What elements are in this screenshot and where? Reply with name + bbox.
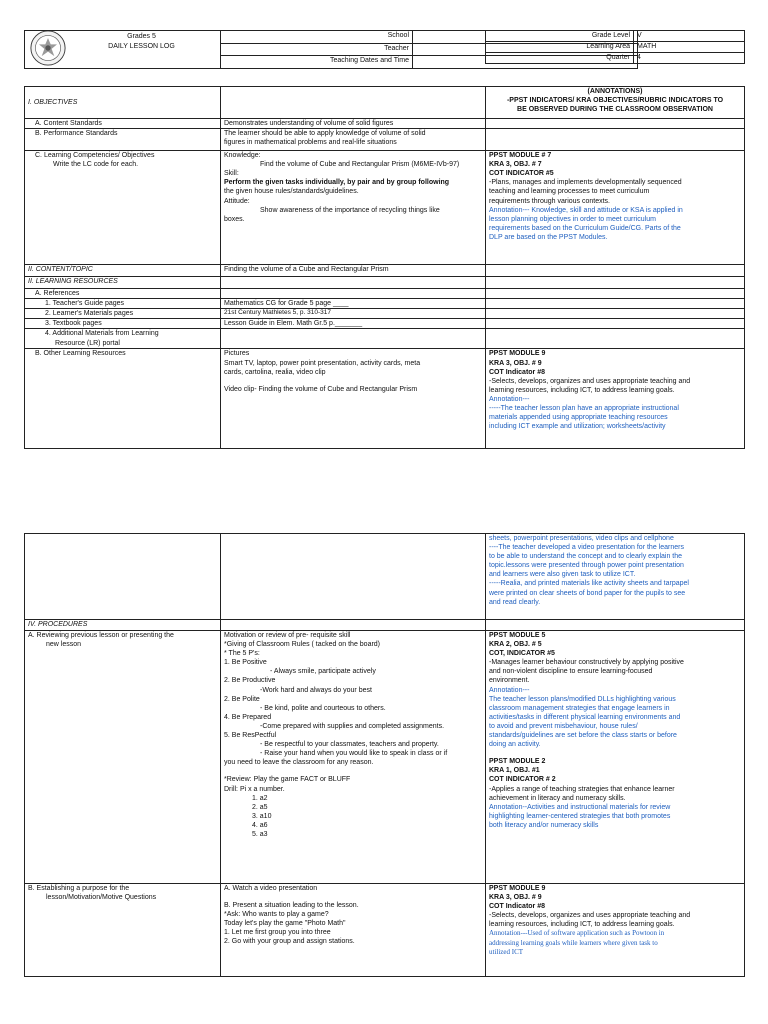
lesson-table-page2 xyxy=(24,533,745,977)
learning-area-label: Learning Area xyxy=(486,42,634,53)
teacher-label: Teacher xyxy=(221,43,413,56)
lesson-table-page1 xyxy=(24,86,745,449)
performance-standards-value: The learner should be able to apply knowledge of volume of solid figures in mathematical problems and real-life situations xyxy=(221,129,486,151)
teachers-guide-label: 1. Teacher's Guide pages xyxy=(25,299,221,309)
establishing-purpose-label: B. Establishing a purpose for the lesson/Motivation/Motive Questions xyxy=(25,884,221,977)
procedures-heading: IV. PROCEDURES xyxy=(25,620,221,631)
reviewing-lesson-label: A. Reviewing previous lesson or presenting the new lesson xyxy=(25,631,221,884)
content-standards-value: Demonstrates understanding of volume of solid figures xyxy=(221,119,486,129)
dates-label: Teaching Dates and Time xyxy=(221,56,413,69)
grade-level-label: Grade Level xyxy=(486,31,634,42)
resources-annotation: PPST MODULE 9 KRA 3, OBJ. # 9 COT Indicator #8 -Selects, develops, organizes and uses appropriate teaching and learning resources, including ICT, to address learning goals. Annotation--- -----The teacher lesson plan have an appropriate instructional materials appended using appropriate teaching resources including ICT example and utilization; worksheets/activity xyxy=(486,349,745,449)
learning-area-field[interactable]: MATH xyxy=(634,42,745,53)
other-resources-label: B. Other Learning Resources xyxy=(25,349,221,449)
learning-competencies-label: C. Learning Competencies/ Objectives Write the LC code for each. xyxy=(25,151,221,265)
competencies-annotation: PPST MODULE # 7 KRA 3, OBJ. # 7 COT INDICATOR #5 -Plans, manages and implements developmentally sequenced teaching and learning processes to meet curriculum requirements through various contexts. Annotation--- Knowledge, skill and attitude or KSA is applied in lesson planning objectives in order to meet curriculum requirements based on the Curriculum Guide/CG. Parts of the DLP are based on the PPST Modules. xyxy=(486,151,745,265)
learners-materials-value: 21st Century Mathletes 5, p. 310-317 xyxy=(221,309,486,319)
teachers-guide-value: Mathematics CG for Grade 5 page ____ xyxy=(221,299,486,309)
log-title: DAILY LESSON LOG xyxy=(108,43,175,50)
content-topic-heading: II. CONTENT/TOPIC xyxy=(25,265,221,277)
performance-standards-label: B. Performance Standards xyxy=(25,129,221,151)
objectives-heading: I. OBJECTIVES xyxy=(25,87,221,119)
content-standards-label: A. Content Standards xyxy=(25,119,221,129)
other-resources-value: Pictures Smart TV, laptop, power point presentation, activity cards, meta cards, cartolina, realia, video clip Video clip- Finding the volume of Cube and Rectangular Prism xyxy=(221,349,486,449)
school-label: School xyxy=(221,31,413,44)
reviewing-annotation: PPST MODULE 5 KRA 2, OBJ. # 5 COT, INDICATOR #5 -Manages learner behaviour constructively by applying positive and non-violent discipline to ensure learning-focused environment. Annotation--- The teacher lesson plans/modified DLLs highlighting various classroom management strategies that engage learners in activities/tasks in different physical learning environments and to avoid and prevent misbehaviour, house rules/ standards/guidelines are set before the class starts or before doing an activity. PPST MODULE 2 KRA 1, OBJ. #1 COT INDICATOR # 2 -Applies a range of teaching strategies that enhance learner achievement in literacy and numeracy skills. Annotation--Activities and instructional materials for review highlighting learner-centered strategies that both promotes both literacy and/or numeracy skills xyxy=(486,631,745,884)
additional-materials-label: 4. Additional Materials from Learning Resource (LR) portal xyxy=(25,329,221,349)
header-right-table xyxy=(485,30,745,64)
annotations-header: (ANNOTATIONS) -PPST INDICATORS/ KRA OBJECTIVES/RUBRIC INDICATORS TO BE OBSERVED DURING THE CLASSROOM OBSERVATION xyxy=(486,87,745,119)
learning-competencies-value: Knowledge: Find the volume of Cube and Rectangular Prism (M6ME-IVb-97) Skill: Perform the given tasks individually, by pair and by group following the given house rules/standards/guidelines. Attitude: Show awareness of the importance of recycling things like boxes. xyxy=(221,151,486,265)
establishing-purpose-value: A. Watch a video presentation B. Present a situation leading to the lesson. *Ask: Who wants to play a game? Today let's play the game "Photo Math" 1. Let me first group you into three 2. Go with your group and assign stations. xyxy=(221,884,486,977)
establishing-annotation: PPST MODULE 9 KRA 3, OBJ. # 9 COT Indicator #8 -Selects, develops, organizes and uses appropriate teaching and learning resources, including ICT, to address learning goals. Annotation---Used of software application such as Powtoon in addressing learning goals while learners where given task to utilized ICT xyxy=(486,884,745,977)
quarter-label: Quarter xyxy=(486,53,634,64)
grade-level-field[interactable]: V xyxy=(634,31,745,42)
references-label: A. References xyxy=(25,289,221,299)
reviewing-lesson-value: Motivation or review of pre- requisite skill *Giving of Classroom Rules ( tacked on the board) * The 5 P's: 1. Be Positive - Always smile, participate actively 2. Be Productive -Work hard and always do your best 2. Be Polite - Be kind, polite and courteous to others. 4. Be Prepared -Come prepared with supplies and completed assignments. 5. Be ResPectful - Be respectful to your classmates, teachers and property. - Raise your hand when you would like to speak in class or if you need to leave the classroom for any reason. *Review: Play the game FACT or BLUFF Drill: Pi x a number. 1. a2 2. a5 3. a10 4. a6 5. a3 xyxy=(221,631,486,884)
resources-annotation-continued: sheets, powerpoint presentations, video clips and cellphone ----The teacher developed a video presentation for the learners to be able to understand the concept and to clearly explain the topic.lessons were presented through power point presentation and learners were also given task to utilize ICT. -----Realia, and printed materials like activity sheets and tarpapel were printed on clear sheets of bond paper for the pupils to see and read clearly. xyxy=(486,534,745,620)
quarter-field[interactable]: 4 xyxy=(634,53,745,64)
textbook-value: Lesson Guide in Elem. Math Gr.5 p._______ xyxy=(221,319,486,329)
content-topic-value: Finding the volume of a Cube and Rectangular Prism xyxy=(221,265,486,277)
textbook-label: 3. Textbook pages xyxy=(25,319,221,329)
learners-materials-label: 2. Learner's Materials pages xyxy=(25,309,221,319)
grades-label: Grades 5 xyxy=(127,33,156,40)
learning-resources-heading: II. LEARNING RESOURCES xyxy=(25,277,221,289)
